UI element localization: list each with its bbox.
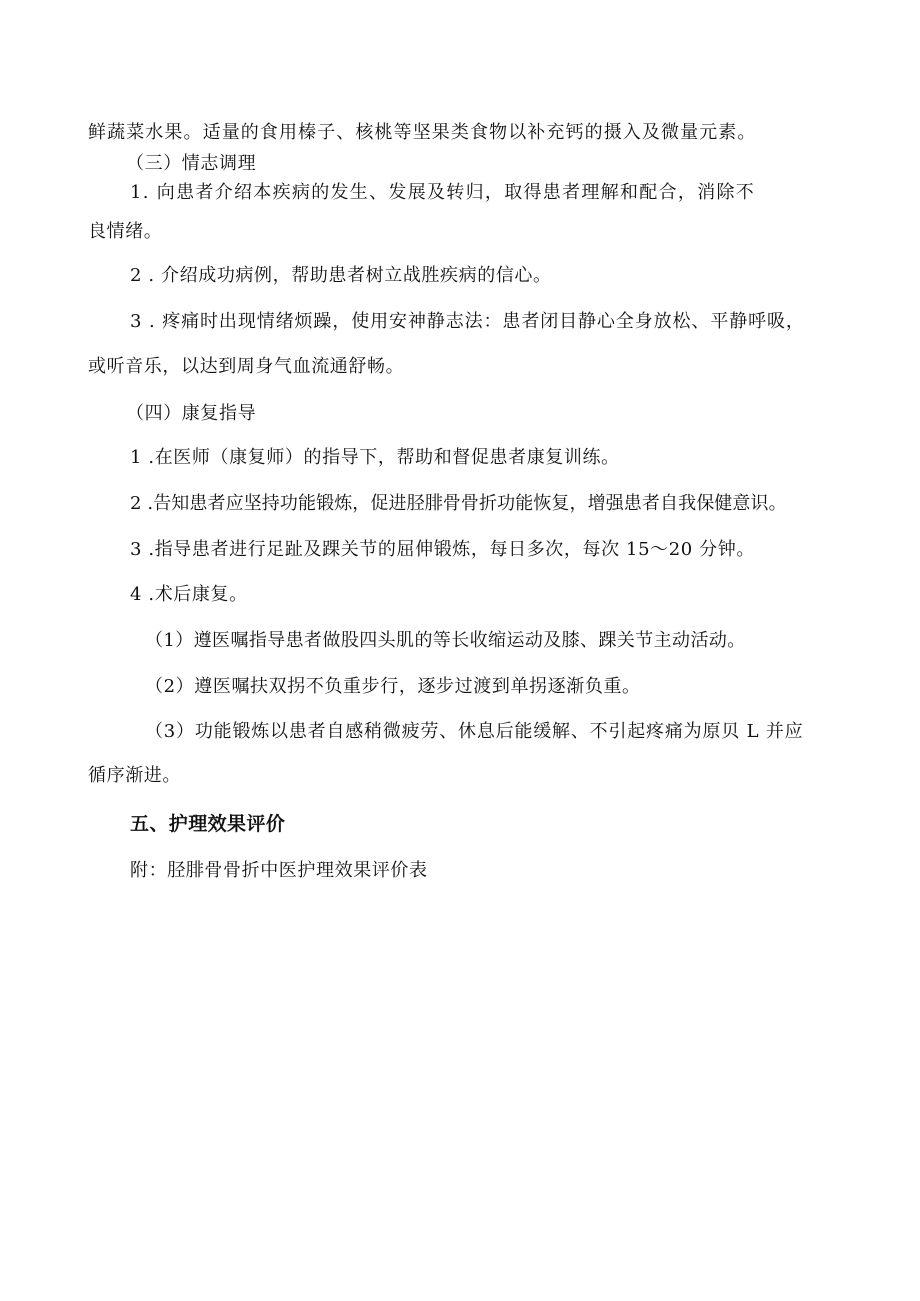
emotional-care-item-3-continuation: 或听音乐，以达到周身气血流通舒畅。 <box>88 356 405 377</box>
rehabilitation-subitem-2: （2）遵医嘱扶双拐不负重步行，逐步过渡到单拐逐渐负重。 <box>145 676 641 697</box>
appendix-reference: 附：胫腓骨骨折中医护理效果评价表 <box>130 860 428 881</box>
paragraph-diet-continuation: 鲜蔬菜水果。适量的食用榛子、核桃等坚果类食物以补充钙的摄入及微量元素。 <box>88 122 757 143</box>
section-heading-emotional-care: （三）情志调理 <box>126 153 257 174</box>
section-heading-rehabilitation: （四）康复指导 <box>126 403 257 424</box>
rehabilitation-item-1: 1 .在医师（康复师）的指导下，帮助和督促患者康复训练。 <box>130 447 620 468</box>
emotional-care-item-3: 3 . 疼痛时出现情绪烦躁，使用安神静志法：患者闭目静心全身放松、平静呼吸， <box>130 311 805 332</box>
rehabilitation-subitem-1: （1）遵医嘱指导患者做股四头肌的等长收缩运动及膝、踝关节主动活动。 <box>145 630 746 651</box>
section-heading-nursing-evaluation: 五、护理效果评价 <box>130 813 286 835</box>
emotional-care-item-1: 1. 向患者介绍本疾病的发生、发展及转归，取得患者理解和配合，消除不 <box>130 182 756 203</box>
rehabilitation-item-3: 3 .指导患者进行足趾及踝关节的屈伸锻炼，每日多次，每次 15～20 分钟。 <box>130 539 755 560</box>
rehabilitation-subitem-3: （3）功能锻炼以患者自感稍微疲劳、休息后能缓解、不引起疼痛为原贝 L 并应 <box>145 721 804 742</box>
emotional-care-item-2: 2 . 介绍成功病例，帮助患者树立战胜疾病的信心。 <box>130 265 552 286</box>
rehabilitation-item-4: 4 .术后康复。 <box>130 584 248 605</box>
emotional-care-item-1-continuation: 良情绪。 <box>88 221 163 242</box>
rehabilitation-item-2: 2 .告知患者应坚持功能锻炼，促进胫腓骨骨折功能恢复，增强患者自我保健意识。 <box>130 493 787 514</box>
rehabilitation-subitem-3-continuation: 循序渐进。 <box>88 765 181 786</box>
